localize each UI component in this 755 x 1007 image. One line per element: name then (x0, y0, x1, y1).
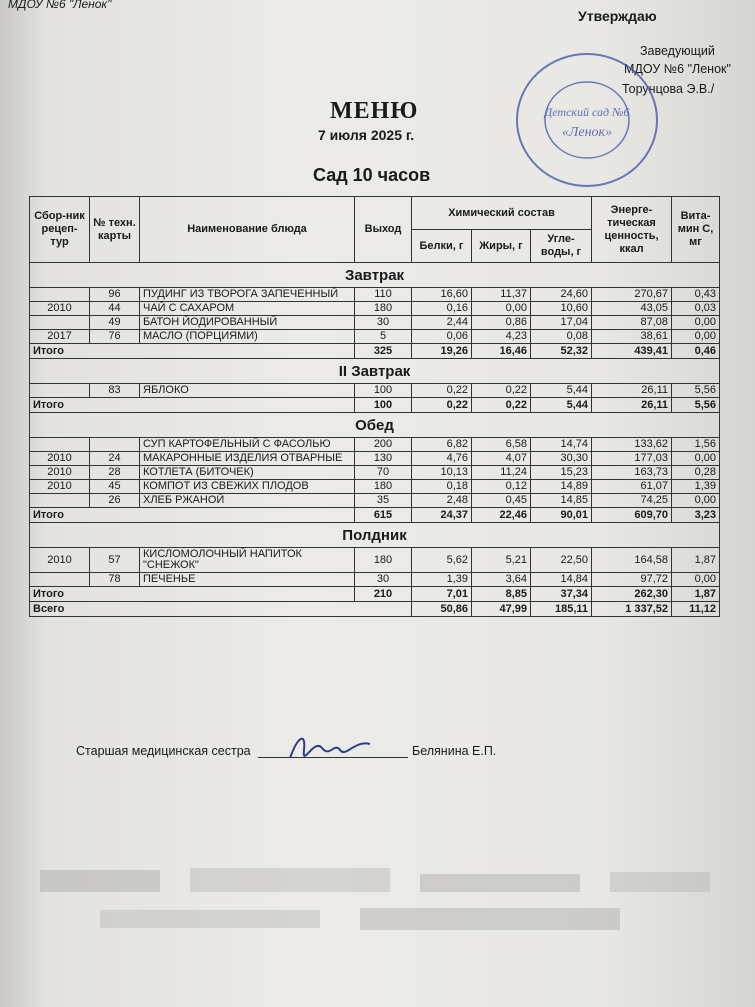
grand-total-row (30, 602, 720, 617)
section-header (30, 263, 720, 288)
dish-name-cell: МАКАРОННЫЕ ИЗДЕЛИЯ ОТВАРНЫЕ (140, 452, 355, 466)
dish-name-cell: ХЛЕБ РЖАНОЙ (140, 494, 355, 508)
sbornik-cell: 2017 (30, 330, 90, 344)
carb-cell: 10,60 (531, 302, 592, 316)
tech-card-cell: 83 (90, 384, 140, 398)
bleed-through-texture (40, 860, 720, 950)
protein-cell: 6,82 (412, 438, 472, 452)
fat-cell: 0,00 (472, 302, 531, 316)
total-vitamin-cell: 0,46 (672, 344, 720, 359)
fat-cell: 0,45 (472, 494, 531, 508)
table-row (30, 302, 720, 316)
handwritten-signature-icon (284, 728, 374, 766)
svg-text:Детский сад №6: Детский сад №6 (544, 105, 630, 119)
col-carb: Угле-воды, г (531, 230, 592, 263)
organization-name: МДОУ №6 "Ленок" (8, 0, 112, 11)
energy-cell: 177,03 (592, 452, 672, 466)
total-output-cell: 615 (355, 508, 412, 523)
menu-subtitle: Сад 10 часов (313, 165, 431, 185)
dish-name-cell: ЧАЙ С САХАРОМ (140, 302, 355, 316)
total-vitamin-cell: 1,87 (672, 587, 720, 602)
tech-card-cell: 78 (90, 573, 140, 587)
protein-cell: 10,13 (412, 466, 472, 480)
grand-total-vitamin-cell: 11,12 (672, 602, 720, 617)
menu-table (29, 196, 720, 617)
total-carb-cell: 37,34 (531, 587, 592, 602)
total-output-cell: 100 (355, 398, 412, 413)
col-output: Выход (355, 197, 412, 263)
grand-total-label: Всего (30, 602, 412, 617)
total-energy-cell: 439,41 (592, 344, 672, 359)
tech-card-cell: 28 (90, 466, 140, 480)
approve-label: Утверждаю (578, 8, 657, 24)
total-row (30, 508, 720, 523)
total-fat-cell: 8,85 (472, 587, 531, 602)
carb-cell: 15,23 (531, 466, 592, 480)
total-fat-cell: 0,22 (472, 398, 531, 413)
sbornik-cell (30, 573, 90, 587)
total-protein-cell: 24,37 (412, 508, 472, 523)
section-name: Завтрак (30, 263, 720, 288)
output-cell: 30 (355, 573, 412, 587)
col-sbornik: Сбор-ник рецеп-тур (30, 197, 90, 263)
vitamin-cell: 0,00 (672, 316, 720, 330)
vitamin-cell: 0,00 (672, 452, 720, 466)
carb-cell: 14,84 (531, 573, 592, 587)
energy-cell: 87,08 (592, 316, 672, 330)
output-cell: 180 (355, 302, 412, 316)
dish-name-cell: БАТОН ЙОДИРОВАННЫЙ (140, 316, 355, 330)
energy-cell: 74,25 (592, 494, 672, 508)
tech-card-cell: 76 (90, 330, 140, 344)
output-cell: 35 (355, 494, 412, 508)
carb-cell: 14,85 (531, 494, 592, 508)
vitamin-cell: 1,39 (672, 480, 720, 494)
total-fat-cell: 22,46 (472, 508, 531, 523)
dish-name-cell: СУП КАРТОФЕЛЬНЫЙ С ФАСОЛЬЮ (140, 438, 355, 452)
section-header (30, 523, 720, 548)
total-label: Итого (30, 398, 355, 413)
dish-name-cell: ПЕЧЕНЬЕ (140, 573, 355, 587)
output-cell: 200 (355, 438, 412, 452)
carb-cell: 14,74 (531, 438, 592, 452)
output-cell: 180 (355, 480, 412, 494)
total-vitamin-cell: 5,56 (672, 398, 720, 413)
sbornik-cell: 2010 (30, 480, 90, 494)
dish-name-cell: ЯБЛОКО (140, 384, 355, 398)
fat-cell: 4,07 (472, 452, 531, 466)
total-energy-cell: 609,70 (592, 508, 672, 523)
fat-cell: 0,86 (472, 316, 531, 330)
total-carb-cell: 52,32 (531, 344, 592, 359)
grand-total-energy-cell: 1 337,52 (592, 602, 672, 617)
table-row (30, 480, 720, 494)
protein-cell: 0,16 (412, 302, 472, 316)
vitamin-cell: 0,28 (672, 466, 720, 480)
total-label: Итого (30, 508, 355, 523)
table-row (30, 452, 720, 466)
table-row (30, 466, 720, 480)
carb-cell: 24,60 (531, 288, 592, 302)
total-energy-cell: 262,30 (592, 587, 672, 602)
carb-cell: 14,89 (531, 480, 592, 494)
protein-cell: 2,44 (412, 316, 472, 330)
menu-date: 7 июля 2025 г. (318, 127, 415, 143)
fat-cell: 0,22 (472, 384, 531, 398)
section-name: Обед (30, 413, 720, 438)
tech-card-cell: 24 (90, 452, 140, 466)
table-row (30, 573, 720, 587)
total-vitamin-cell: 3,23 (672, 508, 720, 523)
table-row (30, 330, 720, 344)
grand-total-fat-cell: 47,99 (472, 602, 531, 617)
energy-cell: 38,61 (592, 330, 672, 344)
col-chem: Химический состав (412, 197, 592, 230)
energy-cell: 26,11 (592, 384, 672, 398)
output-cell: 110 (355, 288, 412, 302)
tech-card-cell: 44 (90, 302, 140, 316)
output-cell: 70 (355, 466, 412, 480)
tech-card-cell: 96 (90, 288, 140, 302)
round-stamp-icon (512, 48, 662, 193)
grand-total-carb-cell: 185,11 (531, 602, 592, 617)
protein-cell: 0,22 (412, 384, 472, 398)
vitamin-cell: 5,56 (672, 384, 720, 398)
protein-cell: 16,60 (412, 288, 472, 302)
dish-name-cell: КОТЛЕТА (БИТОЧЕК) (140, 466, 355, 480)
energy-cell: 133,62 (592, 438, 672, 452)
fat-cell: 5,21 (472, 548, 531, 573)
energy-cell: 43,05 (592, 302, 672, 316)
energy-cell: 61,07 (592, 480, 672, 494)
section-header (30, 359, 720, 384)
table-row (30, 384, 720, 398)
total-protein-cell: 0,22 (412, 398, 472, 413)
total-row (30, 398, 720, 413)
total-row (30, 344, 720, 359)
sbornik-cell (30, 494, 90, 508)
signature-name: Белянина Е.П. (412, 744, 497, 758)
col-tech-card: № техн. карты (90, 197, 140, 263)
vitamin-cell: 0,03 (672, 302, 720, 316)
protein-cell: 5,62 (412, 548, 472, 573)
total-carb-cell: 90,01 (531, 508, 592, 523)
tech-card-cell: 26 (90, 494, 140, 508)
total-energy-cell: 26,11 (592, 398, 672, 413)
sbornik-cell: 2010 (30, 452, 90, 466)
col-protein: Белки, г (412, 230, 472, 263)
sbornik-cell (30, 316, 90, 330)
svg-text:«Ленок»: «Ленок» (561, 125, 613, 140)
carb-cell: 22,50 (531, 548, 592, 573)
tech-card-cell: 49 (90, 316, 140, 330)
total-protein-cell: 19,26 (412, 344, 472, 359)
vitamin-cell: 1,56 (672, 438, 720, 452)
fat-cell: 6,58 (472, 438, 531, 452)
output-cell: 130 (355, 452, 412, 466)
table-row (30, 548, 720, 573)
protein-cell: 1,39 (412, 573, 472, 587)
tech-card-cell: 57 (90, 548, 140, 573)
col-vitamin: Вита-мин С, мг (672, 197, 720, 263)
fat-cell: 3,64 (472, 573, 531, 587)
tech-card-cell: 45 (90, 480, 140, 494)
protein-cell: 2,48 (412, 494, 472, 508)
head-name: Торунцова Э.В./ (622, 82, 715, 96)
signature-label: Старшая медицинская сестра (76, 744, 251, 758)
col-fat: Жиры, г (472, 230, 531, 263)
menu-title: МЕНЮ (330, 98, 419, 124)
section-name: II Завтрак (30, 359, 720, 384)
total-label: Итого (30, 344, 355, 359)
sbornik-cell (30, 384, 90, 398)
col-energy: Энерге-тическая ценность, ккал (592, 197, 672, 263)
carb-cell: 30,30 (531, 452, 592, 466)
vitamin-cell: 1,87 (672, 548, 720, 573)
carb-cell: 5,44 (531, 384, 592, 398)
protein-cell: 0,18 (412, 480, 472, 494)
tech-card-cell (90, 438, 140, 452)
sbornik-cell (30, 438, 90, 452)
head-organization: МДОУ №6 "Ленок" (624, 62, 731, 76)
head-title: Заведующий (640, 44, 715, 58)
output-cell: 30 (355, 316, 412, 330)
protein-cell: 4,76 (412, 452, 472, 466)
section-header (30, 413, 720, 438)
total-output-cell: 325 (355, 344, 412, 359)
total-label: Итого (30, 587, 355, 602)
vitamin-cell: 0,43 (672, 288, 720, 302)
carb-cell: 0,08 (531, 330, 592, 344)
energy-cell: 270,67 (592, 288, 672, 302)
total-carb-cell: 5,44 (531, 398, 592, 413)
sbornik-cell: 2010 (30, 466, 90, 480)
output-cell: 180 (355, 548, 412, 573)
carb-cell: 17,04 (531, 316, 592, 330)
table-row (30, 288, 720, 302)
output-cell: 100 (355, 384, 412, 398)
total-protein-cell: 7,01 (412, 587, 472, 602)
dish-name-cell: МАСЛО (ПОРЦИЯМИ) (140, 330, 355, 344)
total-fat-cell: 16,46 (472, 344, 531, 359)
table-row (30, 494, 720, 508)
section-name: Полдник (30, 523, 720, 548)
dish-name-cell: КОМПОТ ИЗ СВЕЖИХ ПЛОДОВ (140, 480, 355, 494)
total-output-cell: 210 (355, 587, 412, 602)
dish-name-cell: КИСЛОМОЛОЧНЫЙ НАПИТОК "СНЕЖОК" (140, 548, 355, 573)
sbornik-cell: 2010 (30, 302, 90, 316)
dish-name-cell: ПУДИНГ ИЗ ТВОРОГА ЗАПЕЧЕННЫЙ (140, 288, 355, 302)
output-cell: 5 (355, 330, 412, 344)
vitamin-cell: 0,00 (672, 330, 720, 344)
table-row (30, 438, 720, 452)
fat-cell: 11,37 (472, 288, 531, 302)
total-row (30, 587, 720, 602)
energy-cell: 97,72 (592, 573, 672, 587)
energy-cell: 163,73 (592, 466, 672, 480)
vitamin-cell: 0,00 (672, 573, 720, 587)
fat-cell: 11,24 (472, 466, 531, 480)
fat-cell: 4,23 (472, 330, 531, 344)
vitamin-cell: 0,00 (672, 494, 720, 508)
grand-total-protein-cell: 50,86 (412, 602, 472, 617)
sbornik-cell (30, 288, 90, 302)
energy-cell: 164,58 (592, 548, 672, 573)
col-dish-name: Наименование блюда (140, 197, 355, 263)
fat-cell: 0,12 (472, 480, 531, 494)
table-row (30, 316, 720, 330)
protein-cell: 0,06 (412, 330, 472, 344)
sbornik-cell: 2010 (30, 548, 90, 573)
